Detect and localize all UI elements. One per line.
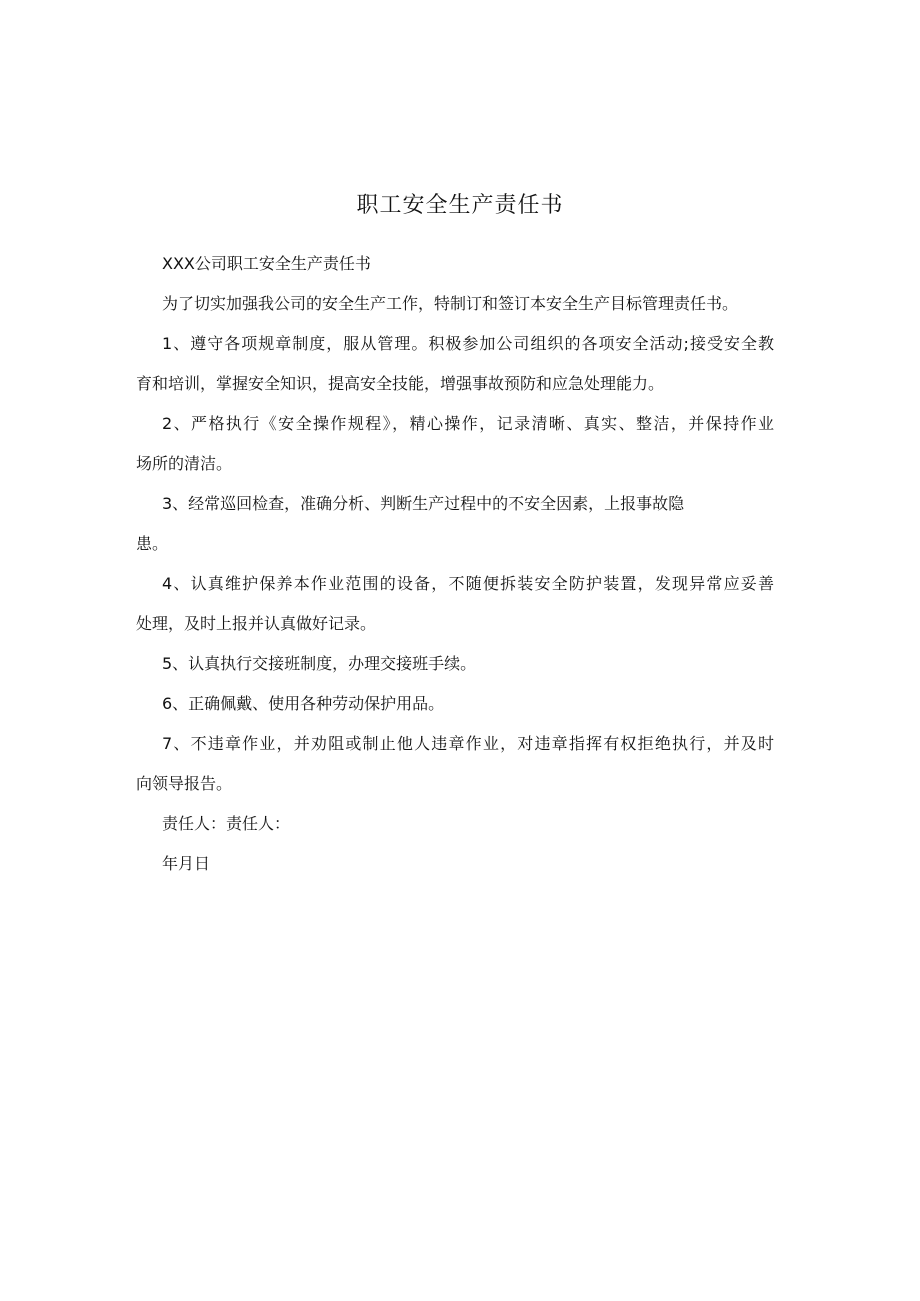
item-7-line-1: 7、不违章作业，并劝阻或制止他人违章作业，对违章指挥有权拒绝执行，并及时 — [162, 734, 774, 753]
item-4-line-1: 4、认真维护保养本作业范围的设备，不随便拆装安全防护装置，发现异常应妥善 — [162, 574, 774, 593]
item-4-line-2: 处理，及时上报并认真做好记录。 — [136, 614, 377, 633]
item-6-line-1: 6、正确佩戴、使用各种劳动保护用品。 — [162, 694, 445, 713]
item-1-line-1: 1、遵守各项规章制度，服从管理。积极参加公司组织的各项安全活动;接受安全教 — [162, 334, 774, 353]
item-1-line-2: 育和培训，掌握安全知识，提高安全技能，增强事故预防和应急处理能力。 — [136, 374, 665, 393]
item-3-line-2: 患。 — [136, 534, 169, 553]
item-2-line-2: 场所的清洁。 — [136, 454, 233, 473]
document-subtitle: XXX公司职工安全生产责任书 — [162, 254, 371, 273]
item-5-line-1: 5、认真执行交接班制度，办理交接班手续。 — [162, 654, 477, 673]
item-2-line-1: 2、严格执行《安全操作规程》，精心操作，记录清晰、真实、整洁，并保持作业 — [162, 414, 774, 433]
document-title: 职工安全生产责任书 — [356, 193, 564, 218]
intro-paragraph: 为了切实加强我公司的安全生产工作，特制订和签订本安全生产目标管理责任书。 — [162, 294, 739, 313]
date-line: 年月日 — [162, 854, 211, 873]
item-7-line-2: 向领导报告。 — [136, 774, 233, 793]
item-3-line-1: 3、经常巡回检查，准确分析、判断生产过程中的不安全因素，上报事故隐 — [162, 494, 685, 513]
signature-line: 责任人：责任人： — [162, 814, 291, 833]
